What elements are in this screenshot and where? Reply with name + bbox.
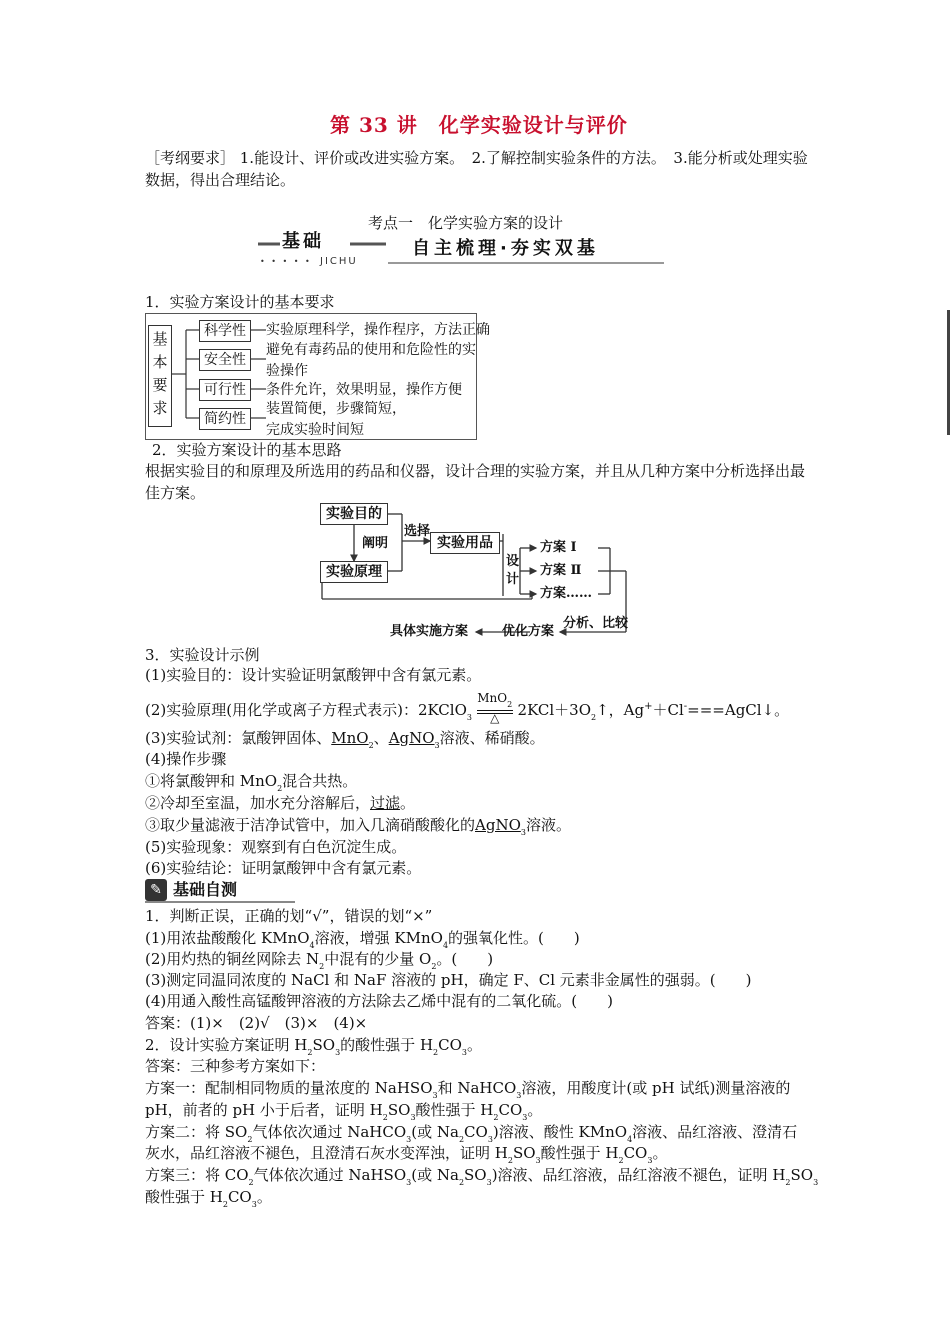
flow-optimize: 优化方案 bbox=[502, 624, 555, 639]
plan-1-line-2: pH，前者的 pH 小于后者，证明 $H_2SO_3$酸性强于 $H_2CO_3$。 bbox=[145, 1101, 543, 1122]
plan-3-line-1: 方案三：将 $CO_2$气体依次通过 NaHSO$_3$(或 $Na_2SO_3$)溶液、品红溶液，品红溶液不褪色，证明 $H_2SO_3$ bbox=[145, 1166, 819, 1187]
q1-2: (2)用灼热的铜丝网除去 $N_2$中混有的少量 $O_2$。( ) bbox=[145, 950, 494, 971]
flow-concrete: 具体实施方案 bbox=[390, 624, 469, 639]
plan-2-line-2: 灰水，品红溶液不褪色，且澄清石灰水变浑浊，证明 $H_2SO_3$酸性强于 $H_2CO_3$。 bbox=[145, 1144, 668, 1165]
req-safety: 安全性 bbox=[199, 349, 251, 371]
req-desc-5: 装置简便，步骤简短， bbox=[266, 401, 406, 417]
q1: 1．判断正误，正确的划“√”，错误的划“×” bbox=[145, 907, 433, 925]
banner-dots: • • • • • bbox=[260, 257, 312, 266]
flow-select: 选择 bbox=[404, 524, 431, 539]
req-desc-3: 验操作 bbox=[266, 363, 308, 379]
s3-steps-heading: (4)操作步骤 bbox=[145, 750, 227, 768]
plan-1-line-1: 方案一：配制相同物质的量浓度的 NaHSO$_3$和 NaHCO$_3$溶液，用酸度计(或 pH 试纸)测量溶液的 bbox=[145, 1079, 791, 1100]
s2-paragraph: 根据实验目的和原理及所选用的药品和仪器，设计合理的实验方案，并且从几种方案中分析选择出最佳方案。 bbox=[145, 462, 806, 502]
s2-heading: 2．实验方案设计的基本思路 bbox=[152, 441, 342, 459]
req-desc-2: 避免有毒药品的使用和危险性的实 bbox=[266, 342, 476, 358]
flow-principle: 实验原理 bbox=[320, 561, 388, 583]
s3-heading: 3．实验设计示例 bbox=[145, 646, 260, 664]
q2: 2．设计实验方案证明 $H_2SO_3$的酸性强于 $H_2CO_3$。 bbox=[145, 1036, 483, 1057]
flow-design: 设计 bbox=[506, 554, 520, 587]
section-title: 考点一 化学实验方案的设计 bbox=[368, 214, 564, 232]
banner-left-subtitle: JICHU bbox=[320, 256, 358, 267]
s3-phenomenon: (5)实验现象：观察到有白色沉淀生成。 bbox=[145, 838, 407, 856]
flow-plan-1: 方案 Ⅰ bbox=[540, 540, 577, 555]
req-feasibility: 可行性 bbox=[199, 379, 251, 401]
s3-step-3: ③取少量滤液于洁净试管中，加入几滴硝酸酸化的AgNO$_3$溶液。 bbox=[145, 816, 571, 837]
s3-principle: (2)实验原理(用化学或离子方程式表示)：2KClO$_3$ MnO$_2$ △ $2KCl+3O_2↑$，Ag+＋Cl-===AgCl↓。 bbox=[145, 691, 790, 725]
s3-purpose: (1)实验目的：设计实验证明氯酸钾中含有氯元素。 bbox=[145, 666, 482, 684]
req-science: 科学性 bbox=[199, 320, 251, 342]
page-title: 第 33 讲 化学实验设计与评价 bbox=[330, 113, 628, 137]
s3-step-1: ①将氯酸钾和 MnO$_2$混合共热。 bbox=[145, 772, 358, 793]
heat-symbol: △ bbox=[490, 711, 500, 725]
syllabus-requirements: ［考纲要求］ 1.能设计、评价或改进实验方案。 2.了解控制实验条件的方法。 3.能分析或处理实验数据，得出合理结论。 bbox=[145, 149, 808, 189]
q1-3: (3)测定同温同浓度的 NaCl 和 NaF 溶液的 pH，确定 F、Cl 元素非金属性的强弱。( ) bbox=[145, 971, 752, 989]
requirements-label: 基本要求 bbox=[148, 325, 172, 427]
self-test-banner bbox=[145, 879, 295, 903]
answer-2-intro: 答案：三种参考方案如下： bbox=[145, 1057, 326, 1075]
q1-4: (4)用通入酸性高锰酸钾溶液的方法除去乙烯中混有的二氧化硫。( ) bbox=[145, 992, 613, 1010]
req-desc-1: 实验原理科学，操作程序，方法正确 bbox=[266, 322, 490, 338]
s3-step-2: ②冷却至室温，加水充分溶解后，过滤。 bbox=[145, 794, 416, 812]
req-desc-4: 条件允许，效果明显，操作方便 bbox=[266, 382, 462, 398]
flow-analyze: 分析、比较 bbox=[563, 616, 629, 631]
self-test-label: 基础自测 bbox=[173, 880, 238, 899]
catalyst-label: MnO$_2$ bbox=[477, 691, 513, 709]
plan-3-line-2: 酸性强于 $H_2CO_3$。 bbox=[145, 1188, 272, 1209]
s1-heading: 1．实验方案设计的基本要求 bbox=[145, 293, 335, 311]
req-desc-6: 完成实验时间短 bbox=[266, 422, 364, 438]
q1-1: (1)用浓盐酸酸化 KMnO$_4$溶液，增强 KMnO$_4$的强氧化性。( ) bbox=[145, 929, 580, 950]
flow-clarify: 阐明 bbox=[362, 536, 389, 551]
flow-plan-2: 方案 Ⅱ bbox=[540, 563, 582, 578]
flow-plan-3: 方案…… bbox=[540, 586, 593, 601]
flow-supplies: 实验用品 bbox=[430, 532, 500, 554]
req-simplicity: 简约性 bbox=[199, 408, 251, 430]
plan-2-line-1: 方案二：将 $SO_2$气体依次通过 NaHCO$_3$(或 $Na_2CO_3$)溶液、酸性 KMnO$_4$溶液、品红溶液、澄清石 bbox=[145, 1123, 798, 1144]
pencil-icon: ✎ bbox=[145, 879, 167, 901]
answer-1: 答案：(1)× (2)√ (3)× (4)× bbox=[145, 1014, 368, 1032]
banner-left-text: 基础 bbox=[282, 231, 324, 252]
s3-conclusion: (6)实验结论：证明氯酸钾中含有氯元素。 bbox=[145, 859, 422, 877]
banner-right-text: 自主梳理·夯实双基 bbox=[388, 236, 664, 264]
s3-reagents: (3)实验试剂：氯酸钾固体、MnO$_2$、AgNO$_3$溶液、稀硝酸。 bbox=[145, 729, 545, 750]
flow-purpose: 实验目的 bbox=[320, 503, 388, 525]
